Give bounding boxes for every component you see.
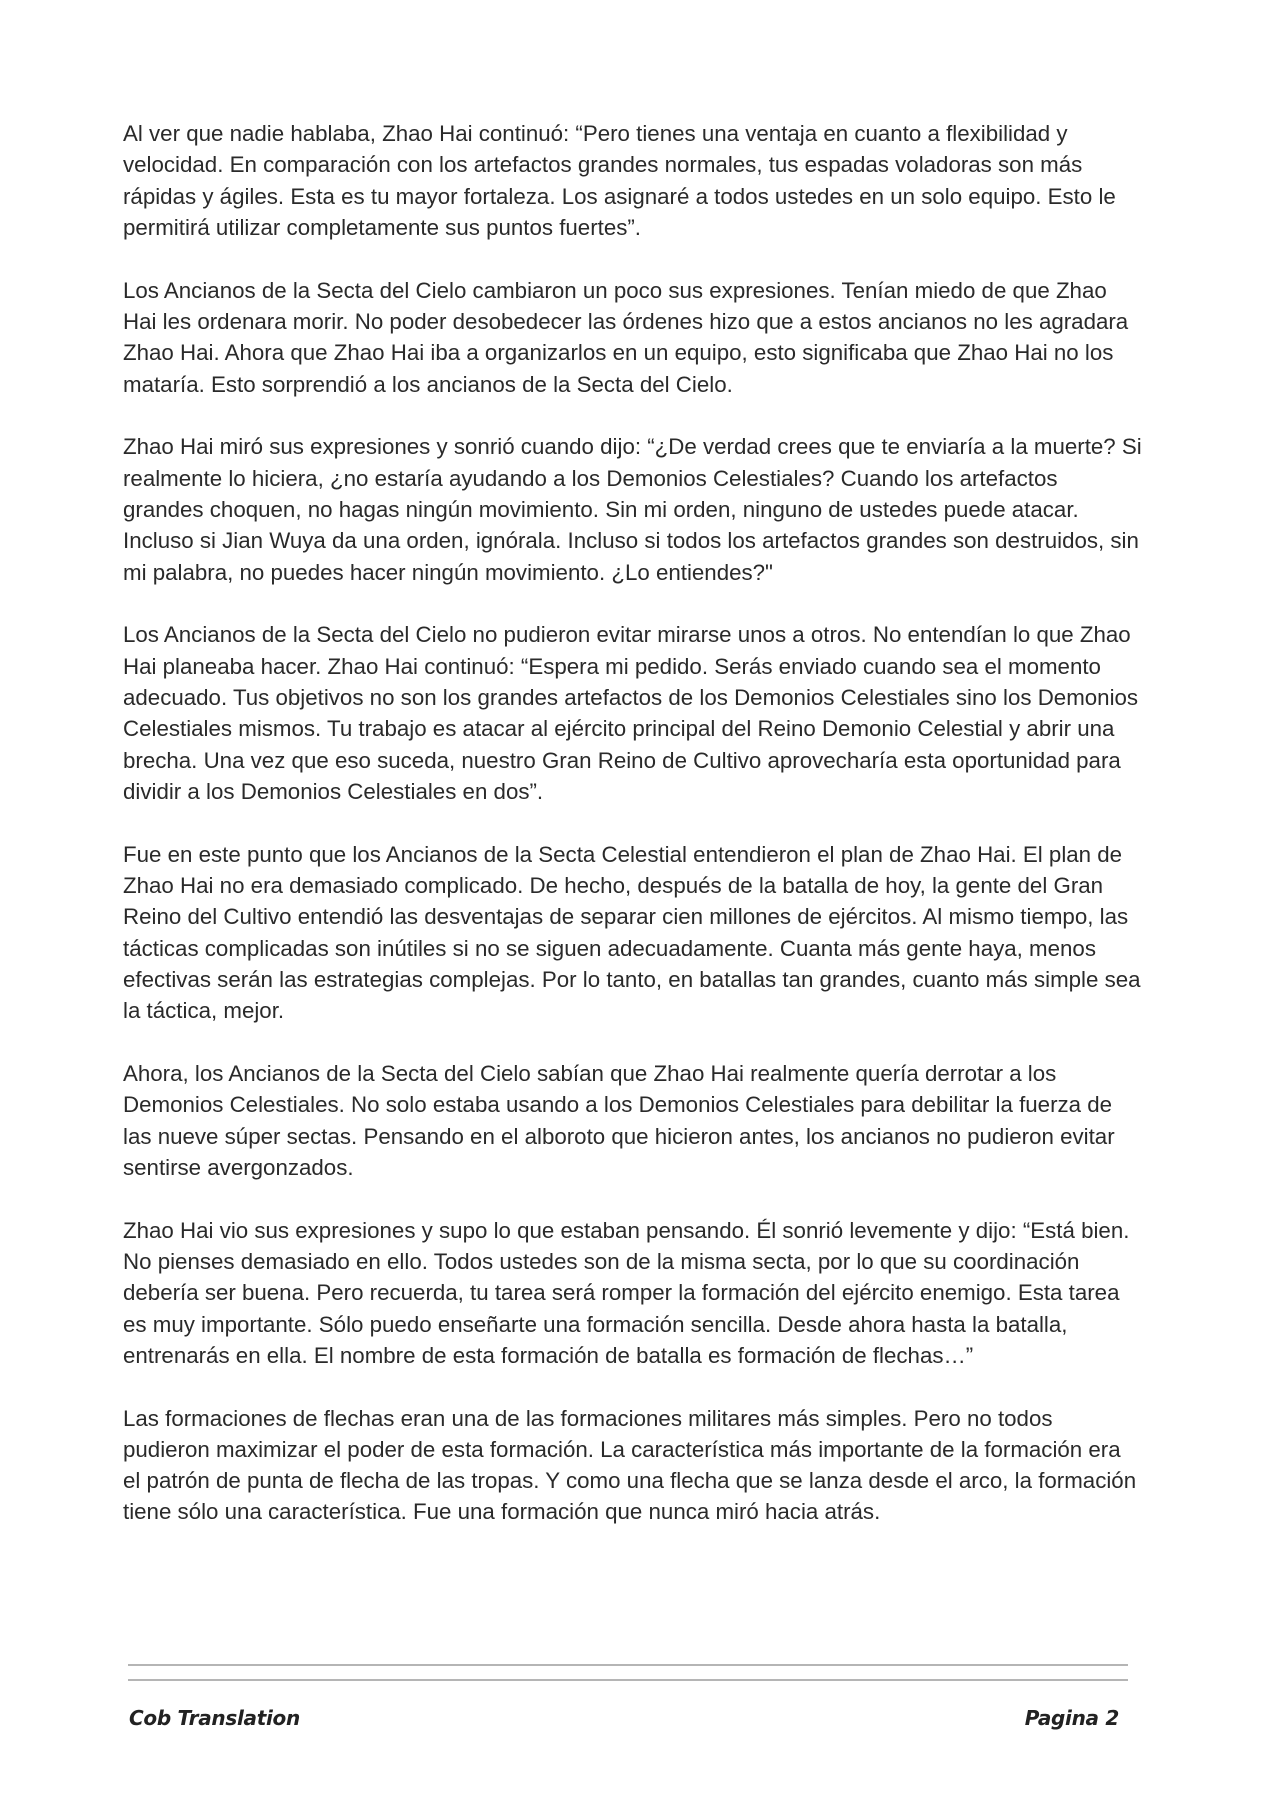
- page-number: Pagina 2: [1024, 1706, 1119, 1730]
- paragraph-8: Las formaciones de flechas eran una de las formaciones militares más simples. Pero no todos pudieron maximizar el poder de esta formación. La característica más importante de la formación era el patrón de punta de flecha de las tropas. Y como una flecha que se lanza desde el arco, la formación tiene sólo una característica. Fue una formación que nunca miró hacia atrás.: [123, 1405, 1137, 1525]
- paragraph-6: Ahora, los Ancianos de la Secta del Cielo sabían que Zhao Hai realmente quería derrotar a los Demonios Celestiales. No solo estaba usando a los Demonios Celestiales para debilitar la fuerza de las nueve súper sectas. Pensando en el alboroto que hicieron antes, los ancianos no pudieron evitar sentirse avergonzados.: [123, 1060, 1115, 1180]
- body-text: [123, 118, 1143, 1559]
- footer-credit: Cob Translation: [129, 1706, 300, 1730]
- paragraph-1: Al ver que nadie hablaba, Zhao Hai continuó: “Pero tienes una ventaja en cuanto a flexibilidad y velocidad. En comparación con los artefactos grandes normales, tus espadas voladoras son más rápidas y ágiles. Esta es tu mayor fortaleza. Los asignaré a todos ustedes en un solo equipo. Esto le permitirá utilizar completamente sus puntos fuertes”.: [123, 121, 1116, 240]
- paragraph-7: Zhao Hai vio sus expresiones y supo lo que estaban pensando. Él sonrió levemente y dijo: “Está bien. No pienses demasiado en ello. Todos ustedes son de la misma secta, por lo que su coordinación debería ser buena. Pero recuerda, tu tarea será romper la formación del ejército enemigo. Esta tarea es muy importante. Sólo puedo enseñarte una formación sencilla. Desde ahora hasta la batalla, entrenarás en ella. El nombre de esta formación de batalla es formación de flechas…”: [123, 1217, 1130, 1368]
- paragraph-3: Zhao Hai miró sus expresiones y sonrió cuando dijo: “¿De verdad crees que te enviaría a la muerte? Si realmente lo hiciera, ¿no estaría ayudando a los Demonios Celestiales? Cuando los artefactos grandes choquen, no hagas ningún movimiento. Sin mi orden, ninguno de ustedes puede atacar. Incluso si Jian Wuya da una orden, ignórala. Incluso si todos los artefactos grandes son destruidos, sin mi palabra, no puedes hacer ningún movimiento. ¿Lo entiendes?": [123, 434, 1142, 585]
- paragraph-2: Los Ancianos de la Secta del Cielo cambiaron un poco sus expresiones. Tenían miedo de que Zhao Hai les ordenara morir. No poder desobedecer las órdenes hizo que a estos ancianos no les agradara Zhao Hai. Ahora que Zhao Hai iba a organizarlos en un equipo, esto significaba que Zhao Hai no los mataría. Esto sorprendió a los ancianos de la Secta del Cielo.: [123, 277, 1129, 397]
- footer-divider-top: [128, 1664, 1128, 1666]
- footer-divider-bottom: [128, 1679, 1128, 1681]
- paragraph-4: Los Ancianos de la Secta del Cielo no pudieron evitar mirarse unos a otros. No entendían lo que Zhao Hai planeaba hacer. Zhao Hai continuó: “Espera mi pedido. Serás enviado cuando sea el momento adecuado. Tus objetivos no son los grandes artefactos de los Demonios Celestiales sino los Demonios Celestiales mismos. Tu trabajo es atacar al ejército principal del Reino Demonio Celestial y abrir una brecha. Una vez que eso suceda, nuestro Gran Reino de Cultivo aprovecharía esta oportunidad para dividir a los Demonios Celestiales en dos”.: [123, 622, 1139, 804]
- paragraph-5: Fue en este punto que los Ancianos de la Secta Celestial entendieron el plan de Zhao Hai. El plan de Zhao Hai no era demasiado complicado. De hecho, después de la batalla de hoy, la gente del Gran Reino del Cultivo entendió las desventajas de separar cien millones de ejércitos. Al mismo tiempo, las tácticas complicadas son inútiles si no se siguen adecuadamente. Cuanta más gente haya, menos efectivas serán las estrategias complejas. Por lo tanto, en batallas tan grandes, cuanto más simple sea la táctica, mejor.: [123, 841, 1141, 1024]
